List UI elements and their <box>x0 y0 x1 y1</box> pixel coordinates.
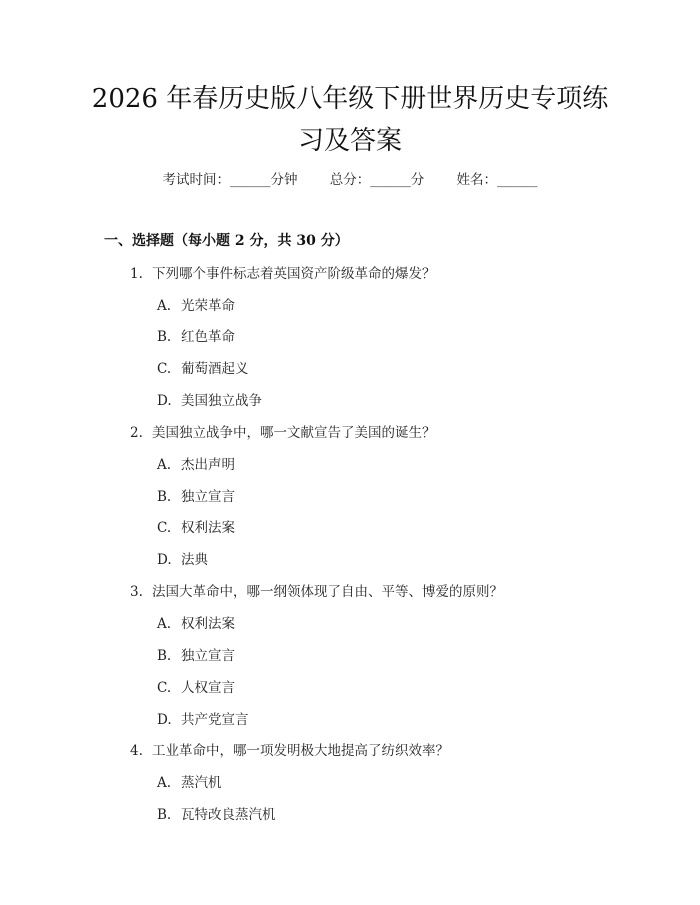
question-4-option-b <box>157 803 276 823</box>
question-1 <box>130 262 436 282</box>
option-letter: D. <box>157 712 172 728</box>
option-text: 权利法案 <box>181 616 235 632</box>
question-1-option-a <box>157 294 235 314</box>
question-2-option-d <box>157 548 208 568</box>
option-letter: A. <box>157 298 172 314</box>
section-title: 一、选择题（每小题 2 分，共 30 分） <box>104 233 349 249</box>
question-1-option-d <box>157 389 262 409</box>
total-score-unit: 分 <box>410 172 425 188</box>
total-score-label: 总分： <box>329 172 371 188</box>
question-text: 法国大革命中，哪一纲领体现了自由、平等、博爱的原则？ <box>152 584 503 600</box>
question-2-option-c <box>157 516 235 536</box>
title-line-1: 2026 年春历史版八年级下册世界历史专项练 <box>91 84 609 114</box>
question-1-option-b <box>157 325 235 345</box>
option-letter: D. <box>157 393 172 409</box>
exam-time-label: 考试时间： <box>162 172 230 188</box>
option-letter: C. <box>157 680 172 696</box>
name-blank: ______ <box>497 172 538 188</box>
question-4-option-a <box>157 771 222 791</box>
question-number: 3. <box>130 584 143 600</box>
option-text: 人权宣言 <box>181 680 235 696</box>
question-number: 2. <box>130 425 143 441</box>
question-3-option-c <box>157 676 235 696</box>
total-score-blank: ______ <box>370 172 411 188</box>
question-number: 1. <box>130 266 143 282</box>
question-2-option-b <box>157 485 235 505</box>
option-text: 共产党宣言 <box>181 712 249 728</box>
option-text: 瓦特改良蒸汽机 <box>181 807 276 823</box>
option-letter: A. <box>157 616 172 632</box>
option-letter: C. <box>157 361 172 377</box>
question-text: 下列哪个事件标志着英国资产阶级革命的爆发？ <box>152 266 436 282</box>
question-3 <box>130 580 503 600</box>
question-number: 4. <box>130 743 143 759</box>
option-letter: B. <box>157 329 172 345</box>
question-1-option-c <box>157 357 249 377</box>
question-3-option-b <box>157 644 235 664</box>
option-text: 红色革命 <box>181 329 235 345</box>
option-text: 独立宣言 <box>181 648 235 664</box>
option-letter: A. <box>157 457 172 473</box>
option-letter: C. <box>157 520 172 536</box>
option-text: 权利法案 <box>181 520 235 536</box>
option-letter: B. <box>157 489 172 505</box>
question-text: 工业革命中，哪一项发明极大地提高了纺织效率？ <box>152 743 449 759</box>
exam-time-blank: ______ <box>229 172 271 188</box>
question-4 <box>130 739 449 759</box>
name-label: 姓名： <box>456 172 498 188</box>
option-text: 独立宣言 <box>181 489 235 505</box>
option-text: 美国独立战争 <box>181 393 262 409</box>
title-line-2: 习及答案 <box>297 126 402 156</box>
option-text: 蒸汽机 <box>181 775 222 791</box>
option-text: 杰出声明 <box>181 457 235 473</box>
question-2 <box>130 421 436 441</box>
option-text: 葡萄酒起义 <box>181 361 249 377</box>
option-text: 法典 <box>181 552 208 568</box>
question-3-option-a <box>157 612 235 632</box>
option-letter: D. <box>157 552 172 568</box>
option-letter: B. <box>157 648 172 664</box>
exam-time-unit: 分钟 <box>270 172 298 188</box>
option-text: 光荣革命 <box>181 298 235 314</box>
question-3-option-d <box>157 708 249 728</box>
question-2-option-a <box>157 453 235 473</box>
option-letter: A. <box>157 775 172 791</box>
question-text: 美国独立战争中，哪一文献宣告了美国的诞生？ <box>152 425 436 441</box>
option-letter: B. <box>157 807 172 823</box>
